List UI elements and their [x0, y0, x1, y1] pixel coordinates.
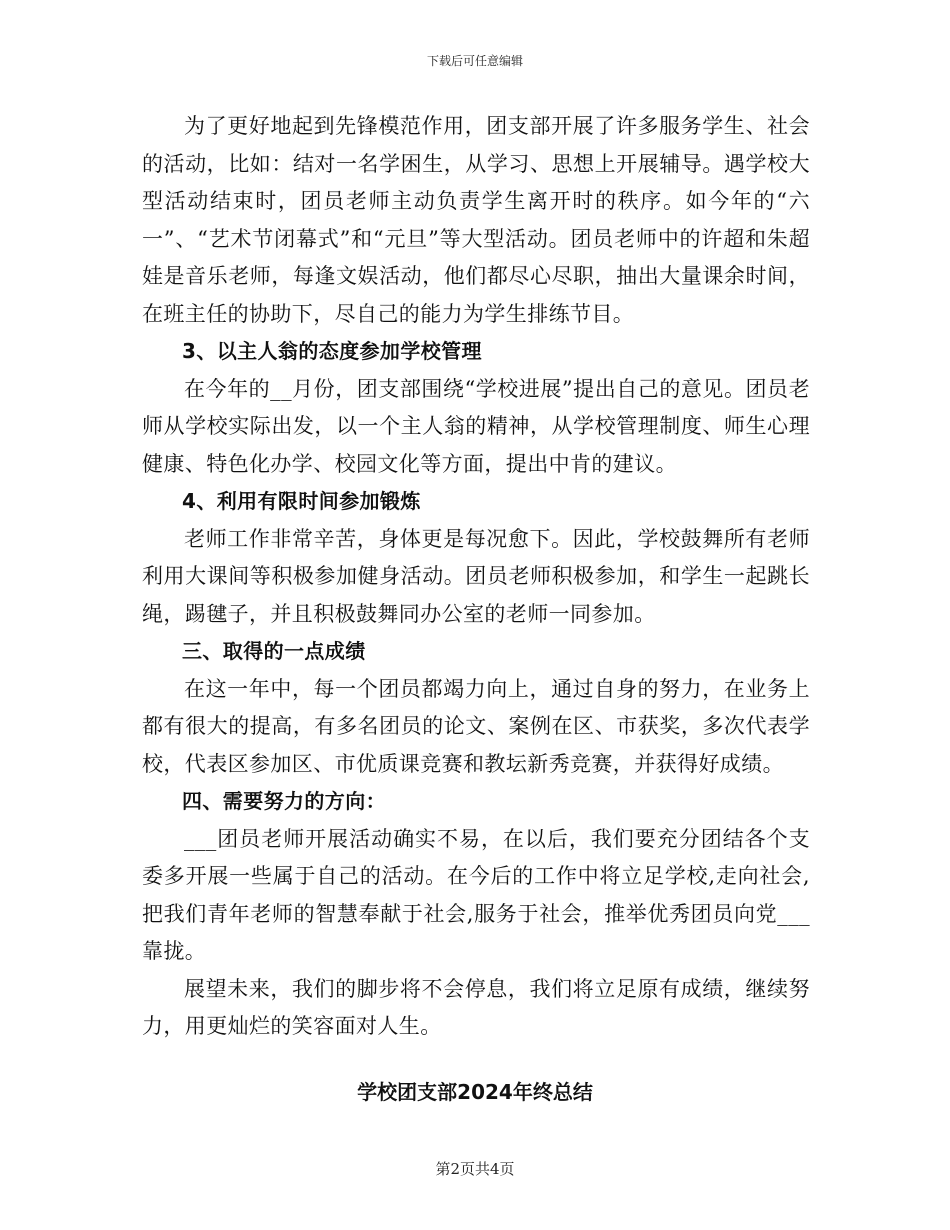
page-header: 下载后可任意编辑 — [426, 54, 523, 68]
heading-school-management: 3、以主人翁的态度参加学校管理 — [182, 339, 482, 363]
document-title: 学校团支部2024年终总结 — [357, 1080, 593, 1104]
paragraph-service-activities: 为了更好地起到先锋模范作用，团支部开展了许多服务学生、社会的活动，比如：结对一名学困生，从学习、思想上开展辅导。遇学校大型活动结束时，团员老师主动负责学生离开时的秩序。如今年的“六一”、“艺术节闭幕式”和“元旦”等大型活动。团员老师中的许超和朱超娃是音乐老师，每逢文娱活动，他们都尽心尽职，抽出大量课余时间，在班主任的协助下，尽自己的能力为学生排练节目。 — [142, 114, 810, 326]
paragraph-achievements: 在这一年中，每一个团员都竭力向上，通过自身的努力，在业务上都有很大的提高，有多名团员的论文、案例在区、市获奖，多次代表学校，代表区参加区、市优质课竞赛和教坛新秀竞赛，并获得好成绩。 — [142, 676, 810, 776]
heading-exercise: 4、利用有限时间参加锻炼 — [182, 489, 421, 513]
heading-future-direction: 四、需要努力的方向： — [182, 789, 386, 813]
paragraph-future-direction: ___团员老师开展活动确实不易，在以后，我们要充分团结各个支委多开展一些属于自己的活动。在今后的工作中将立足学校,走向社会,把我们青年老师的智慧奉献于社会,服务于社会，推举优秀团员向党___靠拢。 — [142, 826, 810, 963]
heading-achievements: 三、取得的一点成绩 — [182, 639, 366, 663]
page-footer: 第2页共4页 — [435, 1160, 515, 1178]
paragraph-exercise: 老师工作非常辛苦，身体更是每况愈下。因此，学校鼓舞所有老师利用大课间等积极参加健身活动。团员老师积极参加，和学生一起跳长绳，踢毽子，并且积极鼓舞同办公室的老师一同参加。 — [142, 526, 810, 626]
document-body — [142, 108, 810, 1046]
paragraph-outlook: 展望未来，我们的脚步将不会停息，我们将立足原有成绩，继续努力，用更灿烂的笑容面对人生。 — [142, 976, 810, 1038]
paragraph-school-management: 在今年的__月份，团支部围绕“学校进展”提出自己的意见。团员老师从学校实际出发，以一个主人翁的精神，从学校管理制度、师生心理健康、特色化办学、校园文化等方面，提出中肯的建议。 — [142, 376, 810, 476]
